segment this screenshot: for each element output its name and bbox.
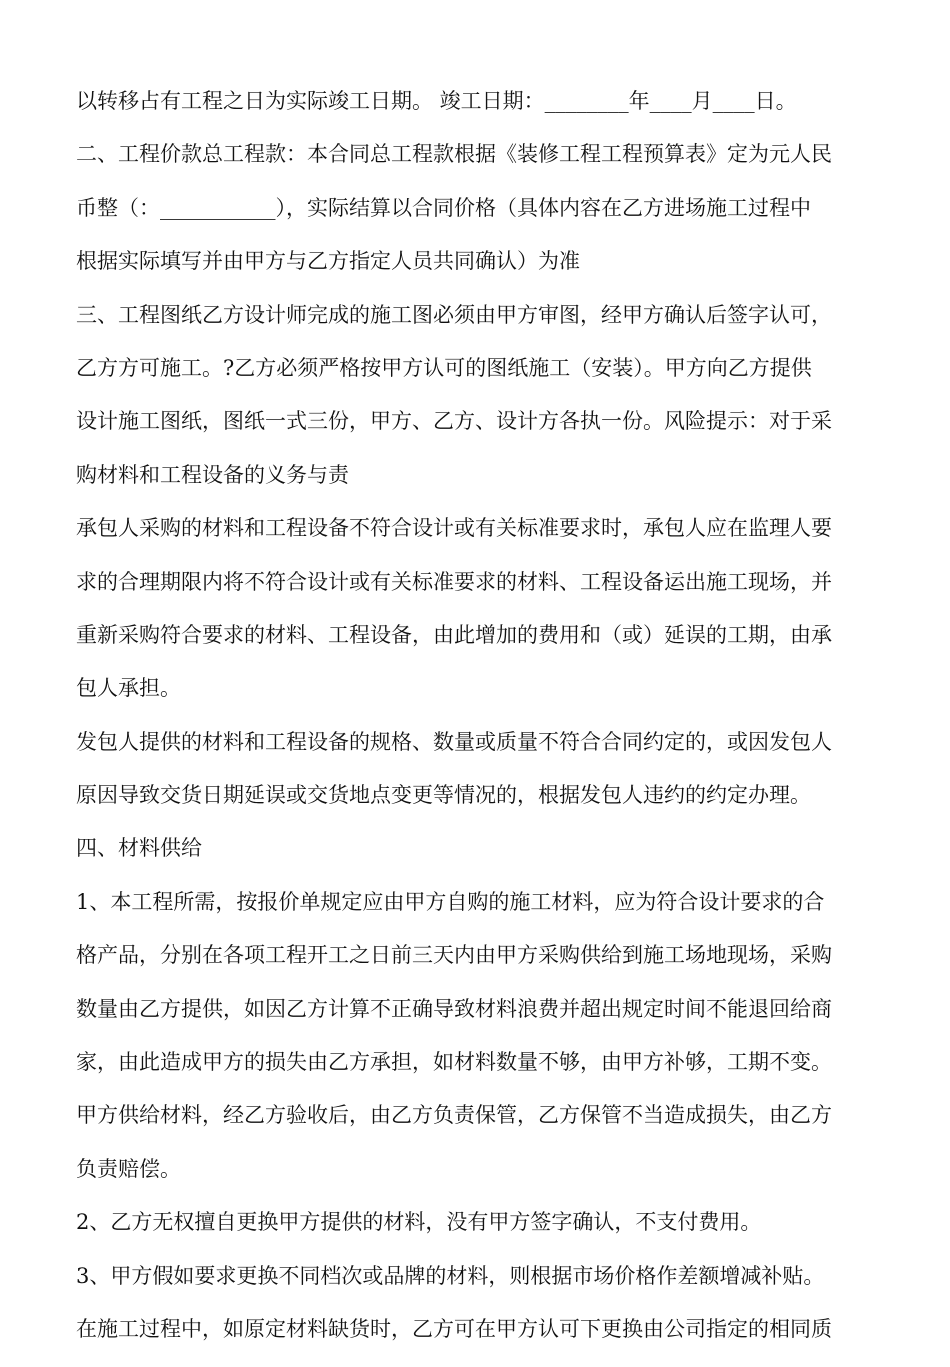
text-line: 包人承担。 — [76, 676, 181, 701]
text-line: 甲方供给材料，经乙方验收后，由乙方负责保管，乙方保管不当造成损失，由乙方 — [76, 1103, 832, 1128]
text-line: 家，由此造成甲方的损失由乙方承担，如材料数量不够，由甲方补够，工期不变。 — [76, 1050, 832, 1075]
text-line: 四、材料供给 — [76, 836, 202, 861]
text-line: 重新采购符合要求的材料、工程设备，由此增加的费用和（或）延误的工期，由承 — [76, 622, 832, 647]
text-line: 乙方方可施工。?乙方必须严格按甲方认可的图纸施工（安装）。甲方向乙方提供 — [76, 355, 812, 380]
text-line: 承包人采购的材料和工程设备不符合设计或有关标准要求时，承包人应在监理人要 — [76, 516, 832, 541]
text-line: 数量由乙方提供，如因乙方计算不正确导致材料浪费并超出规定时间不能退回给商 — [76, 996, 832, 1021]
text-line: 2、乙方无权擅自更换甲方提供的材料，没有甲方签字确认，不支付费用。 — [76, 1210, 762, 1235]
text-line: 1、本工程所需，按报价单规定应由甲方自购的施工材料，应为符合设计要求的合 — [76, 889, 825, 914]
text-line: 在施工过程中，如原定材料缺货时，乙方可在甲方认可下更换由公司指定的相同质 — [76, 1316, 832, 1341]
document-page — [76, 86, 886, 1367]
text-line: 负责赔偿。 — [76, 1156, 181, 1181]
text-line: 三、工程图纸乙方设计师完成的施工图必须由甲方审图，经甲方确认后签字认可， — [76, 302, 832, 327]
text-line: 发包人提供的材料和工程设备的规格、数量或质量不符合合同约定的，或因发包人 — [76, 729, 832, 754]
text-line: 购材料和工程设备的义务与责 — [76, 462, 349, 487]
text-line: 币整（：___________），实际结算以合同价格（具体内容在乙方进场施工过程中 — [76, 195, 811, 220]
text-line: 原因导致交货日期延误或交货地点变更等情况的，根据发包人违约的约定办理。 — [76, 783, 811, 808]
text-line: 求的合理期限内将不符合设计或有关标准要求的材料、工程设备运出施工现场，并 — [76, 569, 832, 594]
text-line: 设计施工图纸，图纸一式三份，甲方、乙方、设计方各执一份。风险提示：对于采 — [76, 409, 832, 434]
text-line: 二、工程价款总工程款：本合同总工程款根据《装修工程工程预算表》定为元人民 — [76, 142, 832, 167]
text-line: 以转移占有工程之日为实际竣工日期。 竣工日期：________年____月____日。 — [76, 89, 797, 113]
text-line: 根据实际填写并由甲方与乙方指定人员共同确认）为准 — [76, 249, 580, 274]
text-line: 3、甲方假如要求更换不同档次或品牌的材料，则根据市场价格作差额增减补贴。 — [76, 1263, 825, 1288]
text-line: 格产品，分别在各项工程开工之日前三天内由甲方采购供给到施工场地现场，采购 — [76, 943, 832, 968]
